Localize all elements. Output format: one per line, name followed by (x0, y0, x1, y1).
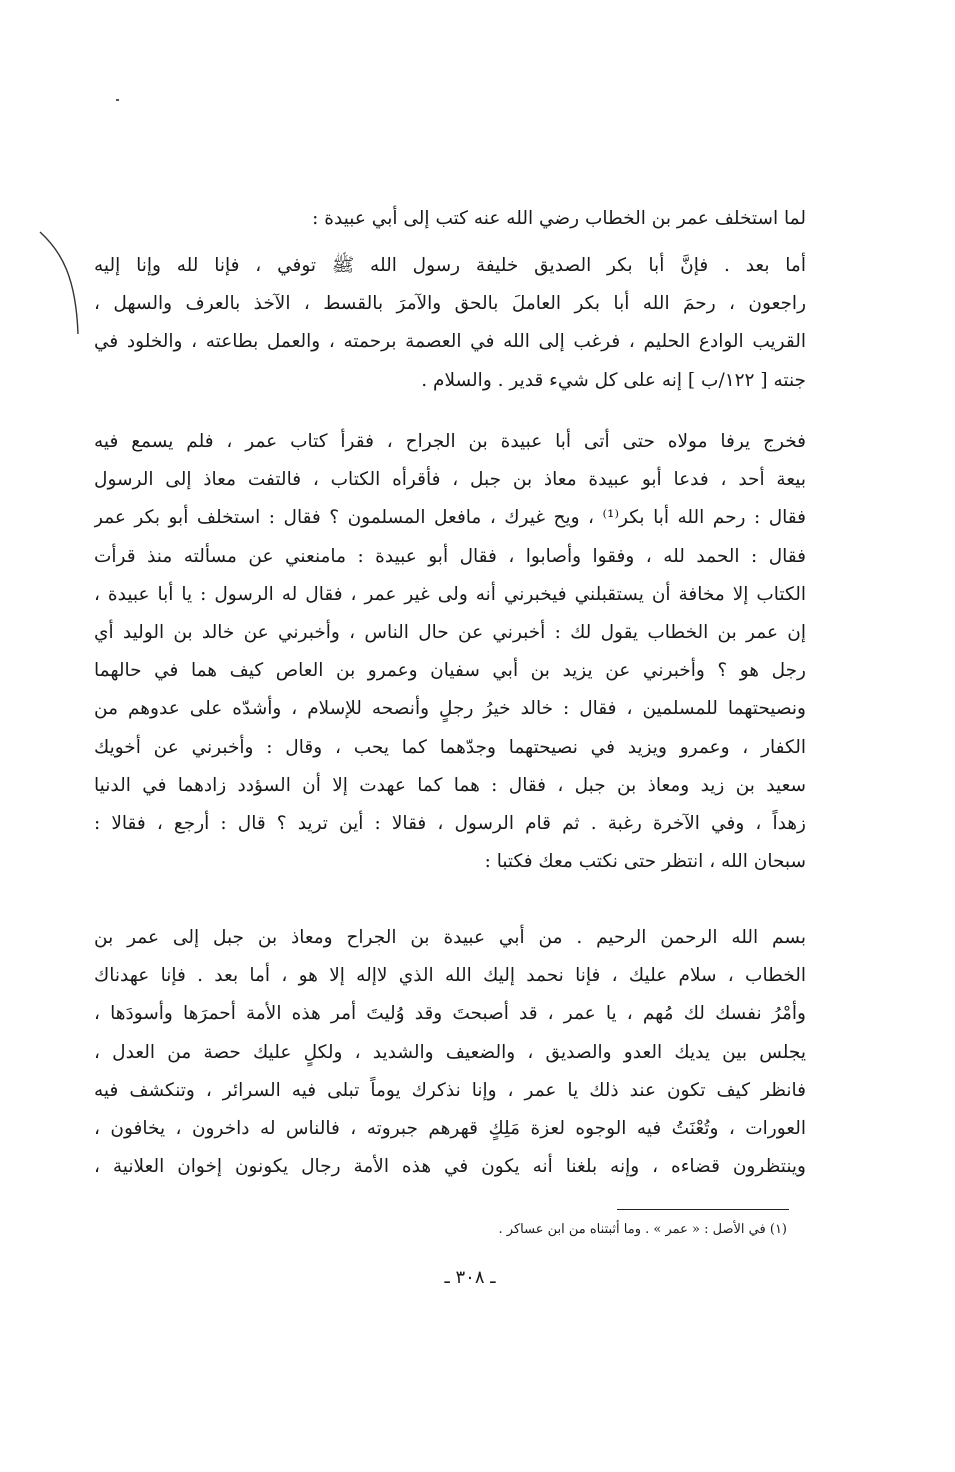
text-line: الكتاب إلا مخافة أن يستقبلني فيخبرني أنه ولى غير عمر ، فقال له الرسول : يا أبا عبيدة ، (94, 583, 806, 605)
paragraph-2 (94, 423, 806, 881)
text-line: زهداً ، وفي الآخرة رغبة . ثم قام الرسول ، فقالا : أين تريد ؟ قال : أرجع ، فقالا : (94, 812, 806, 834)
margin-bracket-mark (36, 228, 84, 338)
scan-speck (116, 99, 119, 101)
text-line: سبحان الله ، انتظر حتى نكتب معك فكتبا : (484, 851, 806, 873)
text-line: وأمْرُ نفسك لك مُهم ، يا عمر ، قد أصبحتَ وقد وُليتَ أمر هذه الأمة أحمرَها وأسودَها ، (94, 1003, 806, 1025)
text-line: راجعون ، رحمَ الله أبا بكر العاملَ بالحق والآمرَ بالقسط ، الآخذ بالعرف والسهل ، (94, 293, 806, 315)
text-line: فقال : رحم الله أبا بكر⁽¹⁾ ، ويح غيرك ، مافعل المسلمون ؟ فقال : استخلف أبو بكر عمر (94, 507, 806, 529)
text-line: بسم الله الرحمن الرحيم . من أبي عبيدة بن الجراح ومعاذ بن جبل إلى عمر بن (94, 927, 806, 948)
text-line: وينتظرون قضاءه ، وإنه بلغنا أنه يكون في هذه الأمة رجال يكونون إخوان العلانية ، (94, 1156, 806, 1178)
footnote: (١) في الأصل : « عمر » . وما أثبتناه من ابن عساكر . (498, 1222, 787, 1237)
page-number: ـ ٣٠٨ ـ (444, 1267, 496, 1288)
text-line: إن عمر بن الخطاب يقول لك : أخبرني عن حال الناس ، وأخبرني عن خالد بن الوليد أي (94, 621, 806, 643)
text-line: بيعة أحد ، فدعا أبو عبيدة معاذ بن جبل ، فأقرأه الكتاب ، فالتفت معاذ إلى الرسول (94, 469, 806, 491)
text-line: الخطاب ، سلام عليك ، فإنا نحمد إليك الله الذي لاإله إلا هو ، أما بعد . فإنا عهدناك (94, 965, 806, 987)
text-line: ونصيحتهما للمسلمين ، فقال : خالد خيرُ رجلٍ وأنصحه للإسلام ، وأشدّه على عدوهم من (94, 698, 806, 720)
text-line: أما بعد . فإنَّ أبا بكر الصديق خليفة رسول الله ﷺ توفي ، فإنا لله وإنا إليه (94, 255, 806, 276)
text-line: فقال : الحمد لله ، وفقوا وأصابوا ، فقال أبو عبيدة : مامنعني عن مسألته منذ قرأت (94, 545, 806, 567)
text-line: العورات ، وتُعْنَتُ فيه الوجوه لعزة مَلِكٍ قهرهم جبروته ، فالناس له داخرون ، يخافون ، (94, 1117, 806, 1139)
paragraph-1 (94, 247, 806, 400)
text-line: رجل هو ؟ وأخبرني عن يزيد بن أبي سفيان وعمرو بن العاص كيف هما في حالهما (94, 660, 806, 682)
text-line: الكفار ، وعمرو ويزيد في نصيحتهما وجدّهما كما يحب ، وقال : وأخبرني عن أخويك (94, 736, 806, 758)
text-line: فخرج يرفا مولاه حتى أتى أبا عبيدة بن الجراح ، فقرأ كتاب عمر ، فلم يسمع فيه (94, 431, 806, 452)
text-line: يجلس بين يديك العدو والصديق ، والضعيف والشديد ، ولكلٍ عليك حصة من العدل ، (94, 1041, 806, 1063)
text-line: القريب الوادع الحليم ، فرغب إلى الله في العصمة برحمته ، والعمل بطاعته ، والخلود في (94, 331, 806, 353)
text-line: سعيد بن زيد ومعاذ بن جبل ، فقال : هما كما عهدت إلا أن السؤدد زادهما في الدنيا (94, 774, 806, 796)
text-line: جنته [ ١٢٢/ب ] إنه على كل شيء قدير . والسلام . (421, 369, 806, 391)
footnote-divider (617, 1209, 789, 1210)
letter-heading: لما استخلف عمر بن الخطاب رضي الله عنه كتب إلى أبي عبيدة : (312, 208, 806, 229)
text-line: فانظر كيف تكون عند ذلك يا عمر ، وإنا نذكرك يوماً تبلى فيه السرائر ، وتنكشف فيه (94, 1079, 806, 1101)
paragraph-3 (94, 919, 806, 1186)
